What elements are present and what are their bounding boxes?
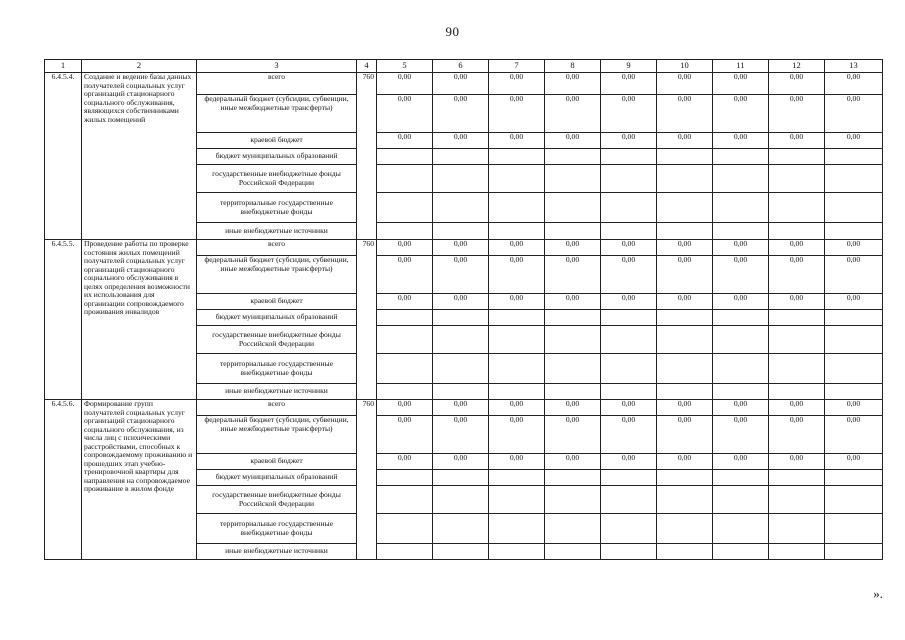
source-total: всего — [197, 73, 357, 95]
value-cell: 0,00 — [433, 454, 489, 470]
header-cell: 9 — [601, 60, 657, 73]
source-other: иные внебюджетные источники — [197, 223, 357, 240]
source-federal: федеральный бюджет (субсидии, субвенции, иные межбюджетные трансферты) — [197, 416, 357, 454]
value-cell: 0,00 — [657, 416, 713, 454]
header-cell: 10 — [657, 60, 713, 73]
value-cell: 0,00 — [601, 400, 657, 416]
source-other: иные внебюджетные источники — [197, 384, 357, 400]
value-cell: 0,00 — [657, 256, 713, 294]
value-cell: 0,00 — [657, 294, 713, 310]
value-cell: 0,00 — [657, 400, 713, 416]
value-cell: 0,00 — [433, 256, 489, 294]
value-cell: 0,00 — [433, 95, 489, 133]
header-cell: 4 — [357, 60, 377, 73]
value-cell: 0,00 — [545, 73, 601, 95]
header-row — [45, 60, 883, 73]
value-cell: 0,00 — [377, 400, 433, 416]
value-cell: 0,00 — [601, 95, 657, 133]
row-code: 6.4.5.4. — [45, 73, 82, 240]
header-cell: 11 — [713, 60, 769, 73]
value-cell: 0,00 — [489, 73, 545, 95]
source-municipal: бюджет муниципальных образований — [197, 470, 357, 486]
value-cell: 0,00 — [769, 133, 825, 149]
source-state-funds: государственные внебюджетные фонды Российской Федерации — [197, 165, 357, 193]
value-cell: 0,00 — [713, 256, 769, 294]
value-cell: 0,00 — [377, 133, 433, 149]
page-number: 90 — [445, 24, 460, 39]
header-cell: 7 — [489, 60, 545, 73]
source-territorial-funds: территориальные государственные внебюджетные фонды — [197, 514, 357, 544]
value-cell: 0,00 — [489, 95, 545, 133]
value-cell: 0,00 — [489, 256, 545, 294]
value-cell: 0,00 — [545, 95, 601, 133]
col4-value: 760 — [357, 400, 377, 560]
value-cell: 0,00 — [713, 416, 769, 454]
value-cell: 0,00 — [601, 133, 657, 149]
value-cell: 0,00 — [825, 73, 883, 95]
header-cell: 8 — [545, 60, 601, 73]
table-body — [45, 73, 883, 560]
value-cell: 0,00 — [825, 400, 883, 416]
value-cell: 0,00 — [545, 416, 601, 454]
source-total: всего — [197, 240, 357, 256]
value-cell: 0,00 — [377, 454, 433, 470]
value-cell: 0,00 — [769, 400, 825, 416]
value-cell: 0,00 — [545, 400, 601, 416]
table-row — [45, 400, 883, 416]
value-cell: 0,00 — [433, 294, 489, 310]
value-cell: 0,00 — [377, 95, 433, 133]
row-name: Формирование групп получателей социальных услуг организаций стационарного социального обслуживания, из числа лиц с психическими расстройствами, способных к сопровождаемому проживанию и прошедших этап учебно-тренировочной квартиры для направления на сопровождаемое проживание в жилом фонде — [82, 400, 197, 560]
value-cell: 0,00 — [601, 416, 657, 454]
source-territorial-funds: территориальные государственные внебюджетные фонды — [197, 354, 357, 384]
value-cell: 0,00 — [769, 95, 825, 133]
table-row — [45, 240, 883, 256]
value-cell: 0,00 — [377, 73, 433, 95]
value-cell: 0,00 — [769, 73, 825, 95]
source-state-funds: государственные внебюджетные фонды Российской Федерации — [197, 486, 357, 514]
row-name: Проведение работы по проверке состояния жилых помещений получателей социальных услуг организаций стационарного социального обслуживания в целях определения возможности их использования для организации сопровождаемого проживания инвалидов — [82, 240, 197, 400]
source-federal: федеральный бюджет (субсидии, субвенции, иные межбюджетные трансферты) — [197, 95, 357, 133]
value-cell: 0,00 — [825, 454, 883, 470]
value-cell: 0,00 — [713, 294, 769, 310]
value-cell: 0,00 — [657, 240, 713, 256]
header-cell: 5 — [377, 60, 433, 73]
source-state-funds: государственные внебюджетные фонды Российской Федерации — [197, 326, 357, 354]
value-cell: 0,00 — [489, 400, 545, 416]
value-cell: 0,00 — [433, 73, 489, 95]
value-cell: 0,00 — [601, 294, 657, 310]
value-cell: 0,00 — [713, 240, 769, 256]
value-cell: 0,00 — [489, 133, 545, 149]
value-cell: 0,00 — [825, 133, 883, 149]
value-cell: 0,00 — [657, 73, 713, 95]
value-cell: 0,00 — [769, 240, 825, 256]
value-cell: 0,00 — [825, 256, 883, 294]
col4-value: 760 — [357, 240, 377, 400]
value-cell: 0,00 — [377, 416, 433, 454]
value-cell: 0,00 — [545, 133, 601, 149]
header-cell: 12 — [769, 60, 825, 73]
value-cell: 0,00 — [377, 294, 433, 310]
source-municipal: бюджет муниципальных образований — [197, 149, 357, 165]
value-cell: 0,00 — [713, 73, 769, 95]
value-cell: 0,00 — [545, 454, 601, 470]
row-name: Создание и ведение базы данных получателей социальных услуг организаций стационарного социального обслуживания, являющихся собственниками жилых помещений — [82, 73, 197, 240]
value-cell: 0,00 — [657, 95, 713, 133]
value-cell: 0,00 — [769, 454, 825, 470]
value-cell: 0,00 — [657, 133, 713, 149]
source-regional: краевой бюджет — [197, 294, 357, 310]
header-cell: 6 — [433, 60, 489, 73]
value-cell: 0,00 — [433, 416, 489, 454]
value-cell: 0,00 — [657, 454, 713, 470]
value-cell: 0,00 — [601, 454, 657, 470]
value-cell: 0,00 — [489, 240, 545, 256]
value-cell: 0,00 — [545, 240, 601, 256]
value-cell: 0,00 — [713, 454, 769, 470]
value-cell: 0,00 — [489, 416, 545, 454]
value-cell: 0,00 — [489, 294, 545, 310]
value-cell: 0,00 — [713, 95, 769, 133]
value-cell: 0,00 — [825, 416, 883, 454]
header-cell: 3 — [197, 60, 357, 73]
source-regional: краевой бюджет — [197, 454, 357, 470]
source-territorial-funds: территориальные государственные внебюджетные фонды — [197, 193, 357, 223]
value-cell: 0,00 — [825, 294, 883, 310]
value-cell: 0,00 — [433, 133, 489, 149]
source-other: иные внебюджетные источники — [197, 544, 357, 560]
value-cell: 0,00 — [377, 256, 433, 294]
value-cell: 0,00 — [713, 133, 769, 149]
value-cell: 0,00 — [601, 73, 657, 95]
value-cell: 0,00 — [601, 240, 657, 256]
value-cell: 0,00 — [825, 95, 883, 133]
header-cell: 1 — [45, 60, 82, 73]
col4-value: 760 — [357, 73, 377, 240]
value-cell: 0,00 — [769, 294, 825, 310]
value-cell: 0,00 — [713, 400, 769, 416]
source-municipal: бюджет муниципальных образований — [197, 310, 357, 326]
row-code: 6.4.5.6. — [45, 400, 82, 560]
value-cell: 0,00 — [433, 400, 489, 416]
value-cell: 0,00 — [769, 256, 825, 294]
value-cell: 0,00 — [545, 294, 601, 310]
financing-table — [44, 59, 883, 560]
closing-mark: ». — [873, 586, 883, 601]
table-row — [45, 73, 883, 95]
value-cell: 0,00 — [433, 240, 489, 256]
value-cell: 0,00 — [545, 256, 601, 294]
source-federal: федеральный бюджет (субсидии, субвенции, иные межбюджетные трансферты) — [197, 256, 357, 294]
value-cell: 0,00 — [825, 240, 883, 256]
header-cell: 13 — [825, 60, 883, 73]
row-code: 6.4.5.5. — [45, 240, 82, 400]
value-cell: 0,00 — [489, 454, 545, 470]
value-cell: 0,00 — [601, 256, 657, 294]
value-cell: 0,00 — [377, 240, 433, 256]
source-regional: краевой бюджет — [197, 133, 357, 149]
value-cell: 0,00 — [769, 416, 825, 454]
source-total: всего — [197, 400, 357, 416]
header-cell: 2 — [82, 60, 197, 73]
